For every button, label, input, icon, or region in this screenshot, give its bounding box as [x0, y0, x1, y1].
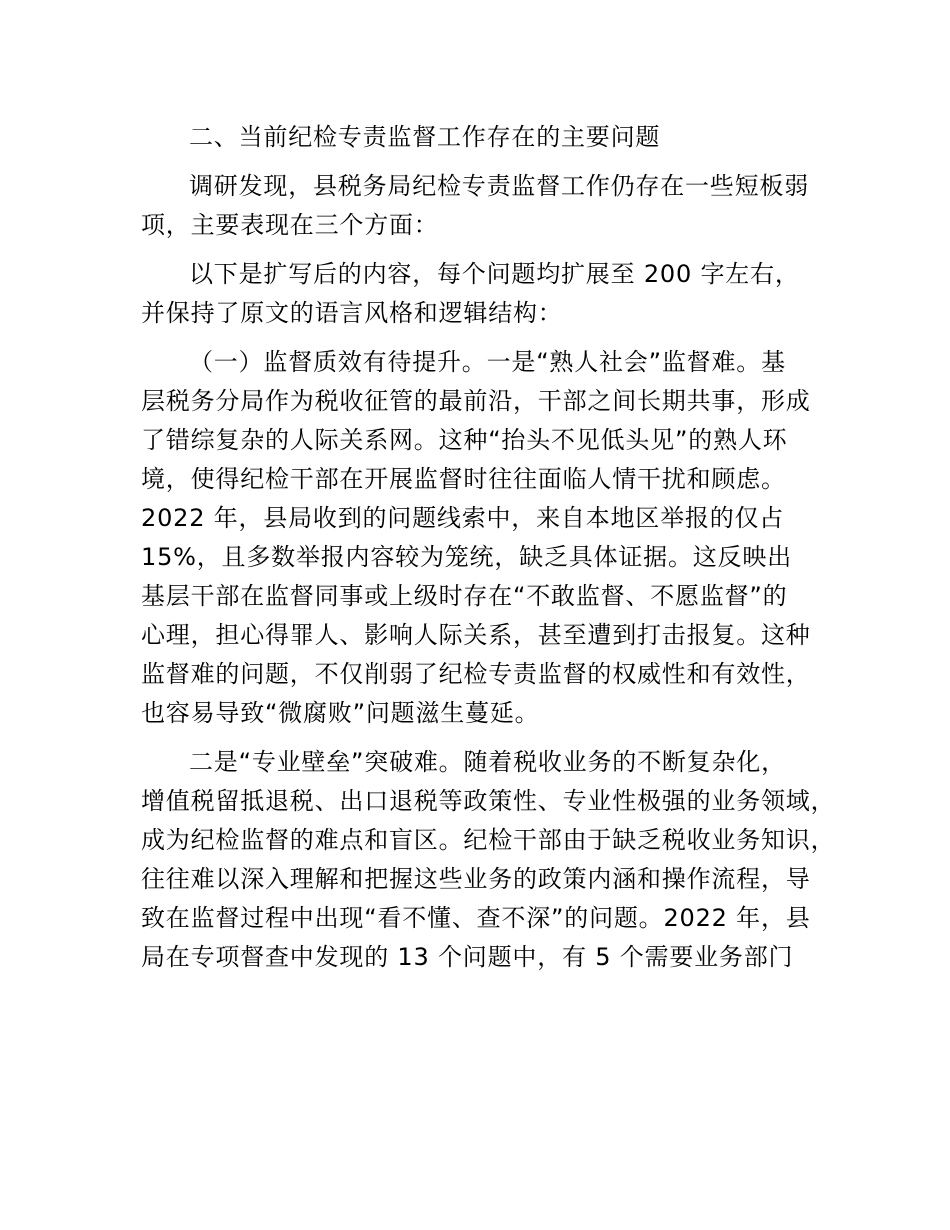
- paragraph-line: 了错综复杂的人际关系网。这种“抬头不见低头见”的熟人环: [141, 426, 788, 454]
- paragraph-line: 境，使得纪检干部在开展监督时往往面临人情干扰和顾虑。: [141, 465, 786, 493]
- paragraph-intro: [141, 167, 831, 245]
- paragraph-line: 也容易导致“微腐败”问题滋生蔓延。: [141, 699, 540, 727]
- paragraph-line: 调研发现，县税务局纪检专责监督工作仍存在一些短板弱: [189, 172, 809, 200]
- paragraph-issue-one: [141, 343, 831, 733]
- paragraph-line: 致在监督过程中出现“看不懂、查不深”的问题。2022 年，县: [141, 904, 811, 932]
- paragraph-line: 层税务分局作为税收征管的最前沿，干部之间长期共事，形成: [141, 387, 811, 415]
- paragraph-line: 局在专项督查中发现的 13 个问题中，有 5 个需要业务部门: [141, 943, 794, 971]
- paragraph-line: 心理，担心得罪人、影响人际关系，甚至遭到打击报复。这种: [141, 621, 811, 649]
- paragraph-issue-two: [141, 743, 836, 977]
- section-heading: 二、当前纪检专责监督工作存在的主要问题: [189, 123, 661, 151]
- paragraph-note: [141, 255, 831, 333]
- paragraph-line: 二是“专业壁垒”突破难。随着税收业务的不断复杂化，: [189, 748, 786, 776]
- paragraph-line: 2022 年，县局收到的问题线索中，来自本地区举报的仅占: [141, 504, 785, 532]
- paragraph-line: 增值税留抵退税、出口退税等政策性、专业性极强的业务领域，: [141, 787, 836, 815]
- paragraph-line: 基层干部在监督同事或上级时存在“不敢监督、不愿监督”的: [141, 582, 788, 610]
- paragraph-line: 成为纪检监督的难点和盲区。纪检干部由于缺乏税收业务知识，: [141, 826, 836, 854]
- paragraph-line: 以下是扩写后的内容，每个问题均扩展至 200 字左右，: [189, 260, 800, 288]
- document-body: [141, 118, 836, 977]
- paragraph-line: 项，主要表现在三个方面：: [141, 211, 439, 239]
- paragraph-line: 并保持了原文的语言风格和逻辑结构：: [141, 299, 563, 327]
- paragraph-line: 监督难的问题，不仅削弱了纪检专责监督的权威性和有效性，: [141, 660, 811, 688]
- paragraph-line: 往往难以深入理解和把握这些业务的政策内涵和操作流程，导: [141, 865, 811, 893]
- paragraph-line: 15%，且多数举报内容较为笼统，缺乏具体证据。这反映出: [141, 543, 792, 571]
- paragraph-line: （一）监督质效有待提升。一是“熟人社会”监督难。基: [189, 348, 786, 376]
